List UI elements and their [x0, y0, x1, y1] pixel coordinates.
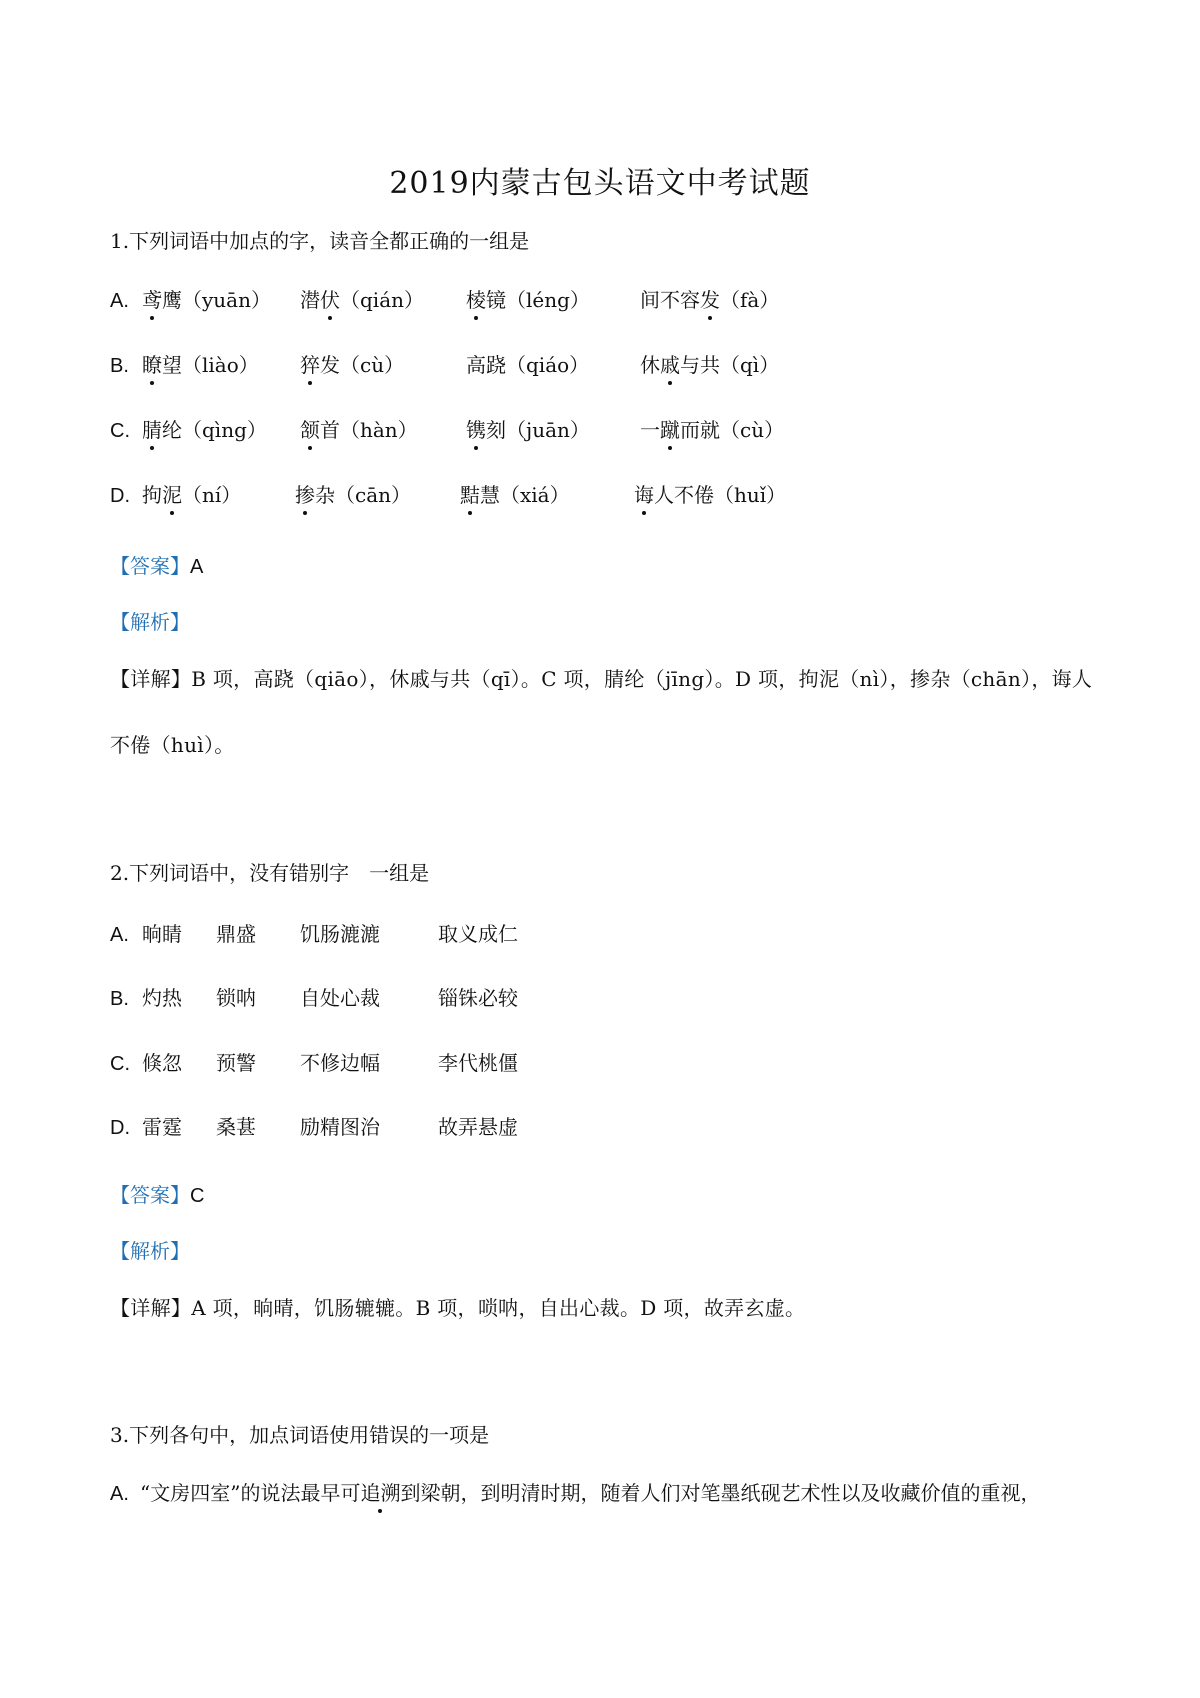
option-letter: B. — [110, 988, 129, 1010]
q1d-item-1: 拘泥（ní） — [142, 483, 242, 507]
q2c-word-3: 不修边幅 — [300, 1051, 380, 1075]
option-letter: D. — [110, 1117, 130, 1139]
q2c-word-4: 李代桃僵 — [438, 1051, 518, 1075]
q1c-item-3: 镌刻（juān） — [466, 418, 590, 442]
q1c-item-2: 颔首（hàn） — [300, 418, 418, 442]
q3a-text-pre: “文房四室”的说法最早可 — [140, 1481, 361, 1505]
q1-option-d — [110, 482, 1010, 512]
q2a-word-3: 饥肠漉漉 — [300, 922, 380, 946]
answer-label: 【答案】 — [110, 554, 190, 578]
q1a-item-2: 潜伏（qián） — [300, 288, 425, 312]
q1-detail-line-1 — [110, 666, 1092, 692]
q2d-word-3: 励精图治 — [300, 1115, 380, 1139]
q2-option-d — [110, 1114, 810, 1144]
option-letter: D. — [110, 485, 130, 507]
option-letter: B. — [110, 355, 129, 377]
option-letter: A. — [110, 924, 129, 946]
question-1-stem: 1.下列词语中加点的字，读音全都正确的一组是 — [110, 229, 530, 253]
q1-option-a — [110, 287, 1010, 317]
q2-detail-line-1 — [110, 1295, 805, 1321]
q1-analysis-label: 【解析】 — [110, 610, 190, 634]
q1d-item-3: 黠慧（xiá） — [460, 483, 570, 507]
q2d-word-1: 雷霆 — [142, 1115, 182, 1139]
q1a-item-3: 棱镜（léng） — [466, 288, 590, 312]
q1b-item-2: 猝发（cù） — [300, 353, 405, 377]
detail-text: A 项，晌晴，饥肠辘辘。B 项，唢呐，自出心裁。D 项，故弄玄虚。 — [191, 1296, 806, 1320]
option-letter: C. — [110, 1053, 130, 1075]
q3a-dotted-word: 追溯 — [360, 1481, 401, 1505]
q1-answer — [110, 553, 203, 580]
detail-label: 【详解】 — [110, 1296, 192, 1320]
q2a-word-1: 晌睛 — [142, 922, 182, 946]
question-2-stem: 2.下列词语中，没有错别字 一组是 — [110, 861, 430, 885]
q1b-item-3: 高跷（qiáo） — [466, 353, 590, 377]
option-letter: C. — [110, 420, 130, 442]
q2d-word-4: 故弄悬虚 — [438, 1115, 518, 1139]
q2-option-a — [110, 921, 810, 951]
q2a-word-4: 取义成仁 — [438, 922, 518, 946]
q2d-word-2: 桑葚 — [216, 1115, 256, 1139]
option-letter: A. — [110, 290, 129, 312]
q2b-word-2: 锁呐 — [216, 986, 256, 1010]
q1-detail-line-2: 不倦（huì）。 — [110, 733, 235, 757]
q2-option-b — [110, 985, 810, 1015]
q2b-word-4: 锱铢必较 — [438, 986, 518, 1010]
page-title: 2019内蒙古包头语文中考试题 — [389, 166, 811, 201]
detail-text: B 项，高跷（qiāo），休戚与共（qī）。C 项，腈纶（jīng）。D 项，拘泥（nì），掺杂（chān），诲人 — [191, 667, 1093, 691]
answer-value: C — [190, 1185, 205, 1207]
q2-analysis-label: 【解析】 — [110, 1239, 190, 1263]
detail-label: 【详解】 — [110, 667, 192, 691]
q1-option-c — [110, 417, 1010, 447]
q1d-item-4: 诲人不倦（huǐ） — [634, 483, 787, 507]
q1b-item-4: 休戚与共（qì） — [640, 353, 780, 377]
q2c-word-2: 预警 — [216, 1051, 256, 1075]
q1c-item-4: 一蹴而就（cù） — [640, 418, 785, 442]
q2b-word-3: 自处心裁 — [300, 986, 380, 1010]
answer-value: A — [190, 556, 204, 578]
q1-option-b — [110, 352, 1010, 382]
question-3-stem: 3.下列各句中，加点词语使用错误的一项是 — [110, 1423, 490, 1447]
answer-label: 【答案】 — [110, 1183, 190, 1207]
q1c-item-1: 腈纶（qìng） — [142, 418, 267, 442]
q2-answer — [110, 1182, 204, 1209]
q1d-item-2: 掺杂（cān） — [295, 483, 412, 507]
q1a-item-4: 间不容发（fà） — [640, 288, 780, 312]
q3-option-a — [110, 1480, 1040, 1507]
q1b-item-1: 瞭望（liào） — [142, 353, 259, 377]
q2a-word-2: 鼎盛 — [216, 922, 256, 946]
q2-option-c — [110, 1050, 810, 1080]
q1a-item-1: 鸢鹰（yuān） — [142, 288, 271, 312]
q2b-word-1: 灼热 — [142, 986, 182, 1010]
q3a-text-post: 到梁朝，到明清时期，随着人们对笔墨纸砚艺术性以及收藏价值的重视， — [400, 1481, 1041, 1505]
option-letter: A. — [110, 1483, 129, 1505]
q2c-word-1: 倏忽 — [142, 1051, 182, 1075]
